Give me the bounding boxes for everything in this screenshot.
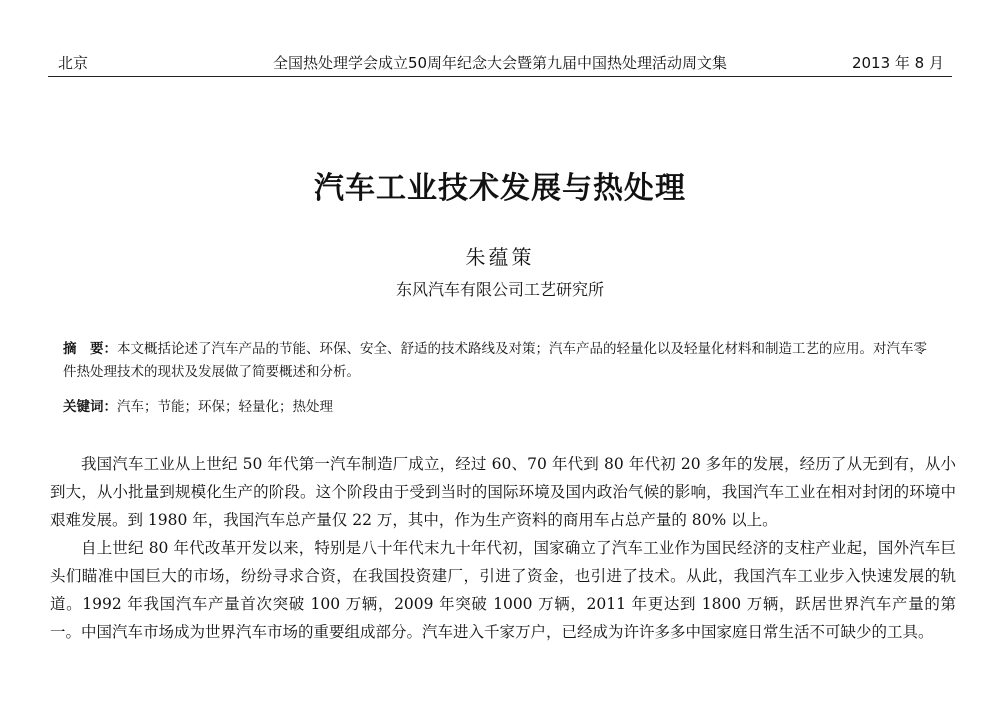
body-paragraph-1: 我国汽车工业从上世纪 50 年代第一汽车制造厂成立，经过 60、70 年代到 80 年代初 20 多年的发展，经历了从无到有，从小到大，从小批量到规模化生产的阶段。这个阶段由于受到当时的国际环境及国内政治气候的影响，我国汽车工业在相对封闭的环境中艰难发展。到 1980 年，我国汽车总产量仅 22 万，其中，作为生产资料的商用车占总产量的 80% 以上。 xyxy=(50,455,956,529)
body-paragraph-2: 自上世纪 80 年代改革开发以来，特别是八十年代末九十年代初，国家确立了汽车工业作为国民经济的支柱产业起，国外汽车巨头们瞄准中国巨大的市场，纷纷寻求合资，在我国投资建厂，引进了资金，也引进了技术。从此，我国汽车工业步入快速发展的轨道。1992 年我国汽车产量首次突破 100 万辆，2009 年突破 1000 万辆，2011 年更达到 1800 万辆，跃居世界汽车产量的第一。中国汽车市场成为世界汽车市场的重要组成部分。汽车进入千家万户，已经成为许许多多中国家庭日常生活不可缺少的工具。 xyxy=(50,539,956,641)
header-location: 北京 xyxy=(58,54,89,72)
abstract-text: 本文概括论述了汽车产品的节能、环保、安全、舒适的技术路线及对策；汽车产品的轻量化以及轻量化材料和制造工艺的应用。对汽车零件热处理技术的现状及发展做了简要概述和分析。 xyxy=(63,341,927,380)
author-affiliation: 东风汽车有限公司工艺研究所 xyxy=(395,280,604,299)
abstract xyxy=(63,338,933,384)
header-date: 2013 年 8 月 xyxy=(851,54,944,72)
author-name: 朱蕴策 xyxy=(465,245,535,269)
paper-title: 汽车工业技术发展与热处理 xyxy=(314,171,686,206)
body-text xyxy=(50,450,956,646)
keywords-text: 汽车；节能；环保；轻量化；热处理 xyxy=(117,399,333,415)
keywords-label: 关键词： xyxy=(63,399,117,415)
abstract-label: 摘 要： xyxy=(63,341,117,357)
running-header xyxy=(48,52,952,77)
header-proceedings-title: 全国热处理学会成立50周年纪念大会暨第九届中国热处理活动周文集 xyxy=(272,54,728,72)
keywords xyxy=(63,395,333,415)
